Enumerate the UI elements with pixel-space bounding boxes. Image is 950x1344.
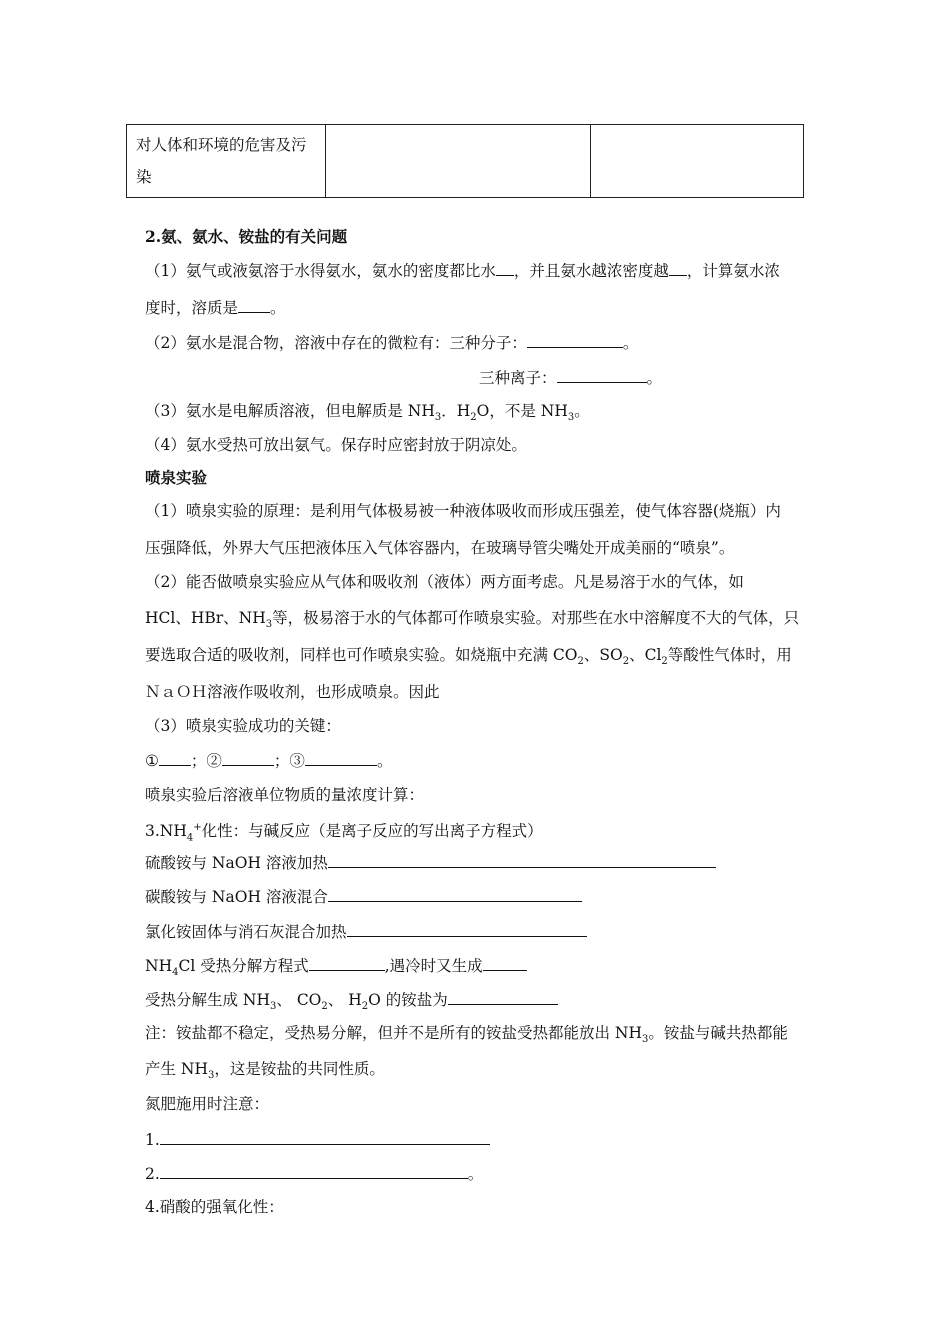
section-2-title: 2.氨、氨水、铵盐的有关问题 bbox=[145, 227, 348, 246]
fountain-p1-line-1: （1）喷泉实验的原理：是利用气体极易被一种液体吸收而形成压强差，使气体容器(烧瓶）内 bbox=[145, 502, 781, 520]
fountain-p3: （3）喷泉实验成功的关键： bbox=[145, 717, 341, 735]
answer-blank[interactable] bbox=[448, 989, 558, 1005]
table-cell bbox=[326, 125, 591, 198]
answer-blank[interactable] bbox=[527, 332, 623, 348]
answer-blank[interactable] bbox=[328, 886, 582, 902]
fertilizer-heading: 氮肥施用时注意： bbox=[145, 1095, 270, 1113]
answer-blank[interactable] bbox=[305, 750, 377, 766]
answer-blank[interactable] bbox=[328, 852, 716, 868]
fountain-title: 喷泉实验 bbox=[145, 468, 208, 487]
fertilizer-item-1: 1. bbox=[145, 1129, 490, 1150]
fountain-keys: ① ；② ；③ 。 bbox=[145, 752, 393, 770]
note-line-1: 注：铵盐都不稳定，受热易分解，但并不是所有的铵盐受热都能放出 $NH_3$。铵盐与碱共热都能 bbox=[145, 1024, 788, 1046]
answer-blank[interactable] bbox=[669, 260, 687, 276]
answer-blank[interactable] bbox=[483, 955, 527, 971]
reaction-5: 受热分解生成 $NH_3$、 $CO_2$、 $H_2O$ 的铵盐为 bbox=[145, 989, 558, 1017]
answer-blank[interactable] bbox=[347, 921, 587, 937]
answer-blank[interactable] bbox=[557, 367, 647, 383]
reaction-3: 氯化铵固体与消石灰混合加热 bbox=[145, 921, 587, 942]
section-4-title: 4.硝酸的强氧化性： bbox=[145, 1198, 284, 1216]
paragraph-2-4: （4）氨水受热可放出氨气。保存时应密封放于阴凉处。 bbox=[145, 436, 527, 454]
answer-blank[interactable] bbox=[496, 260, 514, 276]
fountain-p2-line-1: （2）能否做喷泉实验应从气体和吸收剂（液体）两方面考虑。凡是易溶于水的气体，如 bbox=[145, 573, 744, 591]
table-row-label: 对人体和环境的危害及污染 bbox=[127, 125, 326, 198]
fountain-p2-line-2: HCl、HBr、$NH_3$等，极易溶于水的气体都可作喷泉实验。对那些在水中溶解度不大的气体，只 bbox=[145, 609, 800, 631]
paragraph-2-1-line-2: 度时，溶质是 。 bbox=[145, 299, 286, 317]
answer-blank[interactable] bbox=[238, 297, 270, 313]
fertilizer-item-2: 2. 。 bbox=[145, 1165, 484, 1183]
answer-blank[interactable] bbox=[160, 1163, 468, 1179]
answer-blank[interactable] bbox=[309, 955, 385, 971]
table-cell bbox=[591, 125, 804, 198]
fountain-p1-line-2: 压强降低，外界大气压把液体压入气体容器内，在玻璃导管尖嘴处开成美丽的“喷泉”。 bbox=[145, 539, 735, 557]
fountain-p2-line-3: 要选取合适的吸收剂，同样也可作喷泉实验。如烧瓶中充满 $CO_2$、$SO_2$、$Cl_2$等酸性气体时，用 bbox=[145, 646, 792, 668]
paragraph-2-1-line-1: （1）氨气或液氨溶于水得氨水，氨水的密度都比水 ，并且氨水越浓密度越 ，计算氨水浓 bbox=[145, 262, 780, 280]
reaction-2: 碳酸铵与 NaOH 溶液混合 bbox=[145, 886, 582, 907]
reaction-4: $NH_4Cl$ 受热分解方程式 ,遇冷时又生成 bbox=[145, 955, 527, 983]
paragraph-2-2-line-1: （2）氨水是混合物，溶液中存在的微粒有：三种分子： 。 bbox=[145, 334, 639, 352]
fountain-p2-line-4: ＮａＯＨ溶液作吸收剂，也形成喷泉。因此 bbox=[145, 683, 440, 701]
section-3-title: $3.NH_4^+$化性：与碱反应（是离子反应的写出离子方程式） bbox=[145, 822, 543, 844]
fountain-calc: 喷泉实验后溶液单位物质的量浓度计算： bbox=[145, 786, 425, 804]
hazard-table bbox=[126, 124, 804, 198]
answer-blank[interactable] bbox=[160, 1129, 490, 1145]
paragraph-2-3: （3）氨水是电解质溶液，但电解质是 $NH_3$．$H_2O$，不是 $NH_3$。 bbox=[145, 402, 590, 424]
table-row bbox=[127, 125, 804, 198]
paragraph-2-2-line-2: 三种离子： 。 bbox=[479, 369, 663, 387]
answer-blank[interactable] bbox=[159, 750, 191, 766]
reaction-1: 硫酸铵与 NaOH 溶液加热 bbox=[145, 852, 716, 873]
answer-blank[interactable] bbox=[222, 750, 274, 766]
note-line-2: 产生 $NH_3$，这是铵盐的共同性质。 bbox=[145, 1060, 385, 1082]
